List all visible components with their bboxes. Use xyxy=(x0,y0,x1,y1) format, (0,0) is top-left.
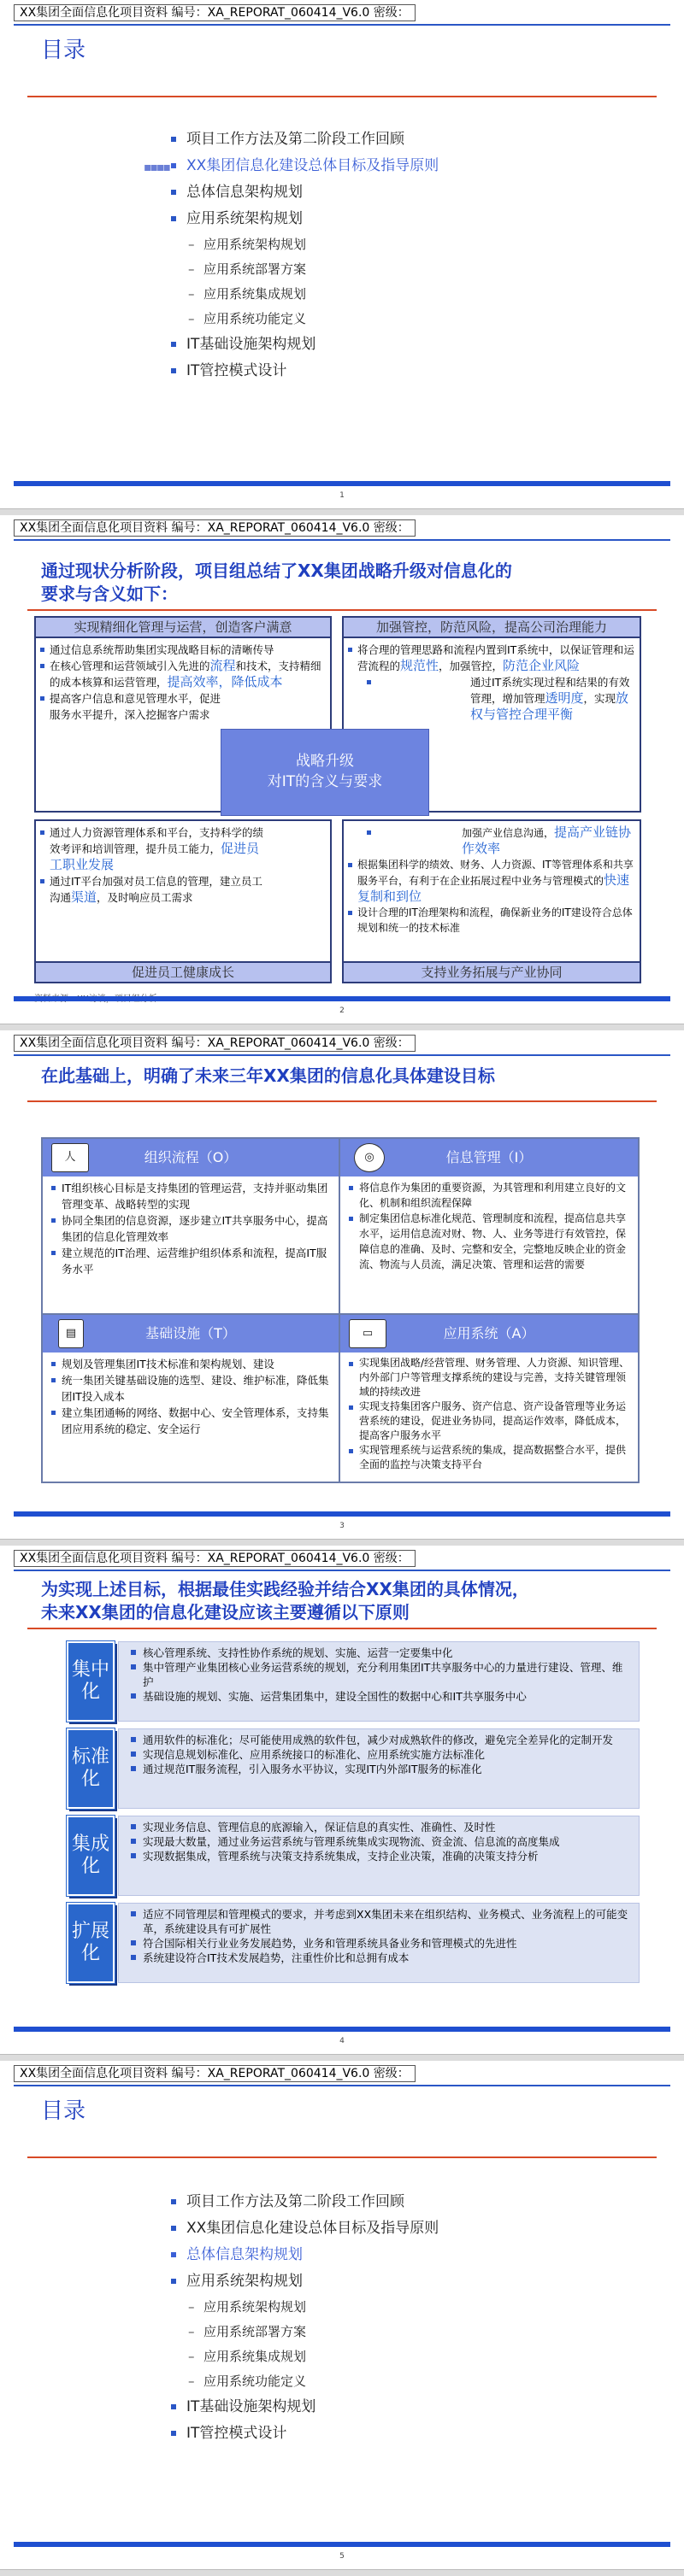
principle-bullet: 实现最大数量，通过业务运营系统与管理系统集成实现物流、资金流、信息流的高度集成 xyxy=(143,1834,632,1849)
goal-bullet: 协同全集团的信息资源，逐步建立IT共享服务中心，提高集团的信息化管理效率 xyxy=(62,1212,332,1245)
title-divider xyxy=(27,2156,657,2158)
toc-subitem[interactable]: – 应用系统集成规划 xyxy=(171,282,439,307)
page-number: 1 xyxy=(339,491,345,500)
toc-item-current[interactable]: 总体信息架构规划 xyxy=(171,2242,439,2268)
toc-item[interactable]: XX集团信息化建设总体目标及指导原则 xyxy=(171,2215,439,2242)
bullet: 加强产业信息沟通，提高产业链协作效率 xyxy=(376,824,634,857)
slide-title: 为实现上述目标，根据最佳实践经验并结合XX集团的具体情况， 未来XX集团的信息化建设应该主要遵循以下原则 xyxy=(41,1579,529,1622)
goal-info: ◎ 信息管理（I） 将信息作为集团的重要资源，为其管理和利用建立良好的文化、机制和组织流程保障 制定集团信息标准化规范、管理制度和流程，提高信息共享水平，运用信息流对财、物、人、业务等进行有效管控，保障信息的准确、及时、完整和安全，完整地反映企业的资金流、物流与人员流，满足决策、管理和运营的需要 xyxy=(340,1139,638,1315)
slide-4 xyxy=(0,1546,684,2055)
computer-icon: ▭ xyxy=(349,1319,386,1348)
header-label: XX集团全面信息化项目资料 编号：XA_REPORAT_060414_V6.0 密级： xyxy=(14,2065,416,2082)
goal-infra: ▤ 基础设施（T） 规划及管理集团IT技术标准和架构规划、建设 统一集团关键基础设施的选型、建设、维护标准，降低集团IT投入成本 建立集团通畅的网络、数据中心、安全管理体系，支持集团应用系统的稳定、安全运行 xyxy=(43,1315,340,1482)
principle-bullet: 实现信息规划标准化、应用系统接口的标准化、应用系统实施方法标准化 xyxy=(143,1747,632,1762)
page-number: 5 xyxy=(339,2552,345,2561)
bullet: 在核心管理和运营领域引入先进的流程和技术，支持精细的成本核算和运营管理，提高效率，降低成本 xyxy=(50,658,325,690)
goal-org: 人 组织流程（O） IT组织核心目标是支持集团的管理运营，支持并驱动集团管理变革、战略转型的实现 协同全集团的信息资源，逐步建立IT共享服务中心，提高集团的信息化管理效率 建立规范的IT治理、运营维护组织体系和流程，提高IT服务水平 xyxy=(43,1139,340,1315)
quadrant-heading: 实现精细化管理与运营，创造客户满意 xyxy=(36,618,330,638)
quadrant-bottom-right xyxy=(342,819,641,983)
bullet: 根据集团科学的绩效、财务、人力资源、IT等管理体系和共享服务平台，有利于在企业拓展过程中业务与管理模式的快速复制和到位 xyxy=(357,859,634,904)
footer-bar xyxy=(14,996,670,1001)
footer-bar xyxy=(14,2027,670,2032)
principle-label: 扩展化 xyxy=(67,1903,115,1983)
toc-item[interactable]: IT管控模式设计 xyxy=(171,358,439,384)
goal-bullet: 统一集团关键基础设施的选型、建设、维护标准，降低集团IT投入成本 xyxy=(62,1372,332,1405)
toc-subitem[interactable]: – 应用系统集成规划 xyxy=(171,2344,439,2369)
toc-item[interactable]: 应用系统架构规划 xyxy=(171,206,439,232)
toc-item[interactable]: 总体信息架构规划 xyxy=(171,179,439,206)
page-number: 4 xyxy=(339,2037,345,2045)
slide-2 xyxy=(0,515,684,1024)
slide-5 xyxy=(0,2061,684,2570)
quadrant-heading: 促进员工健康成长 xyxy=(36,961,330,982)
toc-item[interactable]: 项目工作方法及第二阶段工作回顾 xyxy=(171,126,439,153)
goal-bullet: 实现集团战略/经营管理、财务管理、人力资源、知识管理、内外部门户等管理支撑系统的建设与完善，支持关键管理领域的持续改进 xyxy=(359,1357,630,1398)
center-summary-box: 战略升级 对IT的含义与要求 xyxy=(221,729,429,816)
toc-subitem[interactable]: – 应用系统功能定义 xyxy=(171,307,439,332)
current-section-arrow-icon: ▪▪▪▪ xyxy=(144,161,169,174)
page-number: 2 xyxy=(339,1006,345,1015)
quadrant-bottom-left xyxy=(34,819,332,983)
principle-bullet: 基础设施的规划、实施、运营集团集中，建设全国性的数据中心和IT共享服务中心 xyxy=(143,1689,632,1704)
goal-bullet: IT组织核心目标是支持集团的管理运营，支持并驱动集团管理变革、战略转型的实现 xyxy=(62,1180,332,1212)
goal-bullet: 实现支持集团客户服务、资产信息、资产设备管理等业务运营系统的建设，促进业务协同，提高运作效率，降低成本，提高客户服务水平 xyxy=(359,1399,631,1443)
toc-list xyxy=(171,126,439,384)
target-icon: ◎ xyxy=(354,1143,385,1172)
principle-bullet: 符合国际相关行业业务发展趋势，业务和管理系统具备业务和管理模式的先进性 xyxy=(143,1936,632,1951)
footer-bar xyxy=(14,1511,670,1517)
goal-bullet: 建立集团通畅的网络、数据中心、安全管理体系，支持集团应用系统的稳定、安全运行 xyxy=(62,1405,332,1437)
principle-bullet: 系统建设符合IT技术发展趋势，注重性价比和总拥有成本 xyxy=(143,1951,632,1965)
goal-bullet: 建立规范的IT治理、运营维护组织体系和流程，提高IT服务水平 xyxy=(62,1245,332,1277)
slide-title: 在此基础上，明确了未来三年XX集团的信息化具体建设目标 xyxy=(41,1065,495,1086)
goals-grid xyxy=(41,1137,640,1483)
header-rule xyxy=(14,2085,670,2086)
toc-item[interactable]: 项目工作方法及第二阶段工作回顾 xyxy=(171,2189,439,2215)
principle-centralization xyxy=(67,1641,640,1722)
header-rule xyxy=(14,539,670,541)
bullet: 通过信息系统帮助集团实现战略目标的清晰传导 xyxy=(50,642,325,658)
bullet: 通过IT系统实现过程和结果的有效管理，增加管理透明度，实现放权与管控合理平衡 xyxy=(376,674,634,723)
principle-label: 标准化 xyxy=(67,1728,115,1809)
header-label: XX集团全面信息化项目资料 编号：XA_REPORAT_060414_V6.0 密级： xyxy=(14,519,416,537)
bullet: 将合理的管理思路和流程内置到IT系统中，以保证管理和运营流程的规范性，加强管控，防范企业风险 xyxy=(357,643,634,673)
slide-3 xyxy=(0,1030,684,1540)
goal-bullet: 规划及管理集团IT技术标准和架构规划、建设 xyxy=(62,1356,332,1372)
header-rule xyxy=(14,1570,670,1571)
toc-subitem[interactable]: – 应用系统功能定义 xyxy=(171,2369,439,2394)
toc-item[interactable]: IT基础设施架构规划 xyxy=(171,332,439,358)
principle-bullet: 实现数据集成，管理系统与决策支持系统集成，支持企业决策，准确的决策支持分析 xyxy=(143,1849,632,1863)
principle-integration xyxy=(67,1816,640,1896)
goal-bullet: 制定集团信息标准化规范、管理制度和流程，提高信息共享水平，运用信息流对财、物、人、业务等进行有效管控，保障信息的准确、及时、完整和安全，完整地反映企业的资金流、物流与人员流，满足决策、管理和运营的需要 xyxy=(359,1211,631,1272)
bullet: 提高客户信息和意见管理水平，促进服务水平提升，深入挖掘客户需求 xyxy=(50,690,325,723)
header-label: XX集团全面信息化项目资料 编号：XA_REPORAT_060414_V6.0 密级： xyxy=(14,4,416,21)
principle-bullet: 核心管理系统、支持性协作系统的规划、实施、运营一定要集中化 xyxy=(143,1646,632,1660)
principle-bullet: 通用软件的标准化；尽可能使用成熟的软件包，减少对成熟软件的修改，避免完全差异化的定制开发 xyxy=(143,1733,632,1747)
principle-bullet: 适应不同管理层和管理模式的要求，并考虑到XX集团未来在组织结构、业务模式、业务流程上的可能变革，系统建设具有可扩展性 xyxy=(143,1907,632,1936)
header-rule xyxy=(14,1054,670,1056)
principle-label: 集中化 xyxy=(67,1641,115,1722)
principle-standardization xyxy=(67,1728,640,1809)
toc-subitem[interactable]: – 应用系统部署方案 xyxy=(171,2320,439,2344)
bullet: 通过人力资源管理体系和平台，支持科学的绩效考评和培训管理，提升员工能力，促进员工职业发展 xyxy=(50,824,270,873)
goal-app: ▭ 应用系统（A） 实现集团战略/经营管理、财务管理、人力资源、知识管理、内外部门户等管理支撑系统的建设与完善，支持关键管理领域的持续改进 实现支持集团客户服务、资产信息、资产设备管理等业务运营系统的建设，促进业务协同，提高运作效率，降低成本，提高客户服务水平 实现管理系统与运营系统的集成，提高数据整合水平，提供全面的监控与决策支持平台 xyxy=(340,1315,638,1482)
toc-item[interactable]: IT管控模式设计 xyxy=(171,2421,439,2447)
goal-bullet: 将信息作为集团的重要资源，为其管理和利用建立良好的文化、机制和组织流程保障 xyxy=(359,1180,631,1211)
title-divider xyxy=(27,1100,657,1102)
header-rule xyxy=(14,24,670,26)
slide-title: 通过现状分析阶段，项目组总结了XX集团战略升级对信息化的 要求与含义如下： xyxy=(41,560,512,604)
goal-bullet: 实现管理系统与运营系统的集成，提高数据整合水平，提供全面的监控与决策支持平台 xyxy=(359,1443,631,1472)
toc-item[interactable]: 应用系统架构规划 xyxy=(171,2268,439,2295)
slide-1 xyxy=(0,0,684,509)
toc-subitem[interactable]: – 应用系统部署方案 xyxy=(171,257,439,282)
toc-item[interactable]: IT基础设施架构规划 xyxy=(171,2394,439,2421)
principle-bullet: 实现业务信息、管理信息的底源输入，保证信息的真实性、准确性、及时性 xyxy=(143,1820,632,1834)
toc-list xyxy=(171,2189,439,2447)
bullet: 设计合理的IT治理架构和流程，确保新业务的IT建设符合总体规划和统一的技术标准 xyxy=(357,905,634,936)
header-label: XX集团全面信息化项目资料 编号：XA_REPORAT_060414_V6.0 密级： xyxy=(14,1550,416,1567)
title-divider xyxy=(27,1628,657,1629)
principle-bullet: 集中管理产业集团核心业务运营系统的规划，充分利用集团IT共享服务中心的力量进行建设、管理、维护 xyxy=(143,1660,632,1689)
toc-title: 目录 xyxy=(41,2098,86,2124)
principle-label: 集成化 xyxy=(67,1816,115,1896)
toc-subitem[interactable]: – 应用系统架构规划 xyxy=(171,232,439,257)
principle-extensibility xyxy=(67,1903,640,1983)
toc-item-current[interactable]: XX集团信息化建设总体目标及指导原则 xyxy=(171,153,439,179)
title-divider xyxy=(27,96,657,97)
quadrant-heading: 加强管控，防范风险，提高公司治理能力 xyxy=(344,618,640,638)
header-label: XX集团全面信息化项目资料 编号：XA_REPORAT_060414_V6.0 密级： xyxy=(14,1035,416,1052)
principle-bullet: 通过规范IT服务流程，引入服务水平协议，实现IT内外部IT服务的标准化 xyxy=(143,1762,632,1776)
footer-bar xyxy=(14,481,670,486)
toc-title: 目录 xyxy=(41,38,86,63)
quadrant-heading: 支持业务拓展与产业协同 xyxy=(344,961,640,982)
page-number: 3 xyxy=(339,1522,345,1530)
title-divider xyxy=(27,609,657,611)
footer-bar xyxy=(14,2542,670,2547)
server-icon: ▤ xyxy=(58,1319,84,1348)
people-icon: 人 xyxy=(51,1143,89,1172)
toc-subitem[interactable]: – 应用系统架构规划 xyxy=(171,2295,439,2320)
bullet: 通过IT平台加强对员工信息的管理，建立员工沟通渠道，及时响应员工需求 xyxy=(50,873,270,906)
